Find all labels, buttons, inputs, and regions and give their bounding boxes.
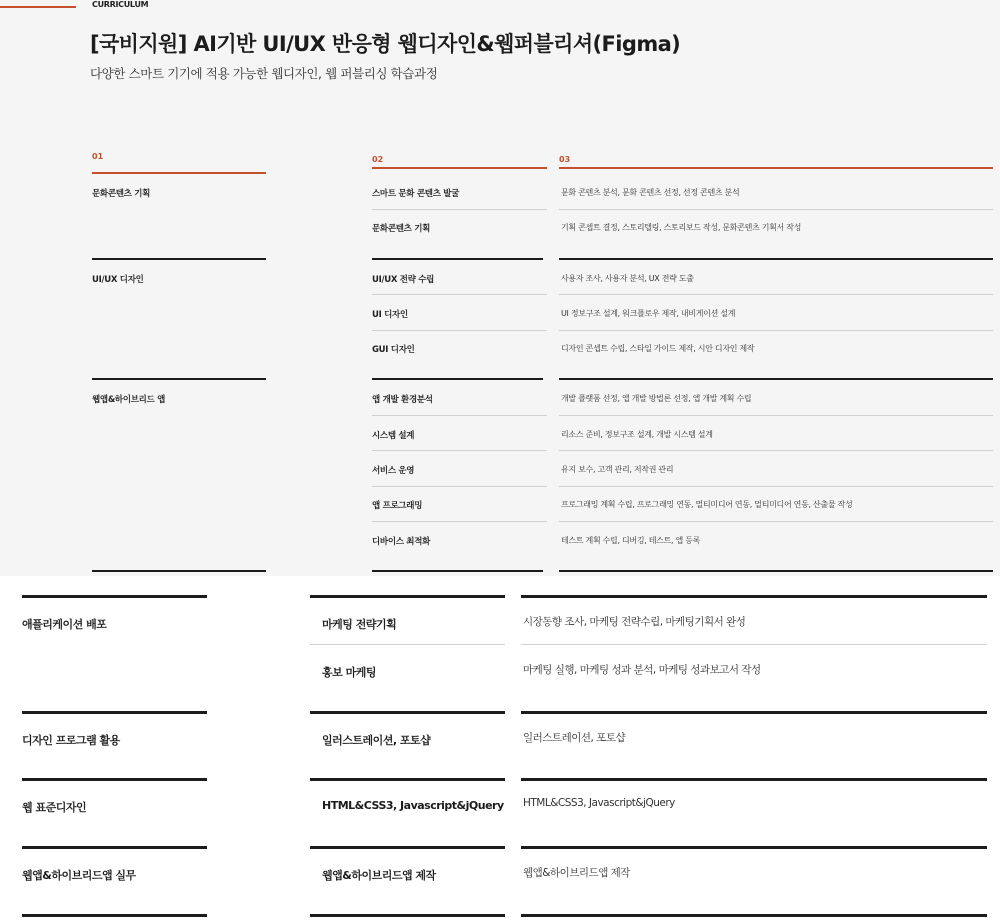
- group-divider: [372, 378, 543, 380]
- group-divider: [521, 595, 987, 598]
- subject-label: 마케팅 전략기획: [322, 618, 397, 631]
- description-text: 시장동향 조사, 마케팅 전략수립, 마케팅기획서 완성: [523, 616, 746, 628]
- column-01-accent-line: [92, 172, 266, 174]
- group-divider: [559, 258, 993, 260]
- row-divider: [559, 521, 993, 522]
- group-divider: [310, 595, 505, 598]
- subject-label: 홍보 마케팅: [322, 666, 376, 679]
- column-02-accent-line: [372, 167, 547, 169]
- subject-label: GUI 디자인: [372, 345, 415, 355]
- group-divider: [92, 258, 266, 260]
- group-divider: [521, 711, 987, 714]
- category-label: 애플리케이션 배포: [22, 618, 107, 631]
- description-text: 개발 플랫폼 선정, 앱 개발 방법론 선정, 앱 개발 계획 수립: [561, 394, 752, 403]
- row-divider: [310, 644, 505, 645]
- group-divider: [92, 570, 266, 572]
- row-divider: [372, 415, 547, 416]
- group-divider: [310, 711, 505, 714]
- category-label: 웹 표준디자인: [22, 801, 87, 814]
- category-label: 웹앱&하이브리드 앱: [92, 395, 166, 405]
- subject-label: UI/UX 전략 수립: [372, 275, 435, 285]
- group-divider: [22, 914, 207, 917]
- eyebrow-accent-line: [0, 6, 76, 8]
- subject-label: 서비스 운영: [372, 466, 415, 476]
- curriculum-bottom-section: [0, 576, 1000, 924]
- subject-label: 앱 개발 환경분석: [372, 395, 433, 405]
- description-text: 기획 콘셉트 결정, 스토리텔링, 스토리보드 작성, 문화콘텐츠 기획서 작성: [561, 223, 802, 232]
- group-divider: [22, 595, 207, 598]
- row-divider: [521, 644, 987, 645]
- column-number-03: 03: [559, 155, 571, 164]
- subject-label: UI 디자인: [372, 310, 408, 320]
- group-divider: [310, 778, 505, 781]
- description-text: 일러스트레이션, 포토샵: [523, 732, 626, 744]
- group-divider: [521, 914, 987, 917]
- row-divider: [559, 330, 993, 331]
- column-number-01: 01: [92, 152, 104, 161]
- description-text: 유지 보수, 고객 관리, 저작권 관리: [561, 465, 674, 474]
- subject-label: 웹앱&하이브리드앱 제작: [322, 869, 436, 882]
- group-divider: [310, 914, 505, 917]
- group-divider: [521, 846, 987, 849]
- column-03-accent-line: [559, 167, 993, 169]
- description-text: 리소스 준비, 정보구조 설계, 개발 시스템 설계: [561, 430, 713, 439]
- description-text: 문화 콘텐츠 분석, 문화 콘텐츠 선정, 선정 콘텐츠 분석: [561, 188, 740, 197]
- subject-label: 문화콘텐츠 기획: [372, 224, 431, 234]
- group-divider: [521, 778, 987, 781]
- row-divider: [559, 486, 993, 487]
- category-label: 디자인 프로그램 활용: [22, 734, 120, 747]
- page-subtitle: 다양한 스마트 기기에 적용 가능한 웹디자인, 웹 퍼블리싱 학습과정: [90, 66, 438, 81]
- row-divider: [372, 450, 547, 451]
- row-divider: [372, 294, 547, 295]
- row-divider: [372, 209, 547, 210]
- category-label: 문화콘텐츠 기획: [92, 189, 151, 199]
- group-divider: [372, 570, 543, 572]
- group-divider: [22, 778, 207, 781]
- description-text: 사용자 조사, 사용자 분석, UX 전략 도출: [561, 274, 694, 283]
- description-text: 디자인 콘셉트 수립, 스타일 가이드 제작, 시안 디자인 제작: [561, 344, 755, 353]
- description-text: 프로그래밍 계획 수립, 프로그래밍 연동, 멀티미디어 연동, 멀티미디어 연동, 산출물 작성: [561, 500, 853, 509]
- description-text: 마케팅 실행, 마케팅 성과 분석, 마케팅 성과보고서 작성: [523, 664, 761, 676]
- row-divider: [372, 486, 547, 487]
- group-divider: [372, 258, 543, 260]
- subject-label: HTML&CSS3, Javascript&jQuery: [322, 799, 504, 812]
- subject-label: 시스템 설계: [372, 431, 415, 441]
- group-divider: [310, 846, 505, 849]
- category-label: 웹앱&하이브리드앱 실무: [22, 869, 136, 882]
- group-divider: [559, 378, 993, 380]
- description-text: 웹앱&하이브리드앱 제작: [523, 867, 630, 879]
- group-divider: [22, 711, 207, 714]
- category-label: UI/UX 디자인: [92, 275, 144, 285]
- subject-label: 앱 프로그래밍: [372, 501, 423, 511]
- row-divider: [559, 209, 993, 210]
- subject-label: 디바이스 최적화: [372, 537, 431, 547]
- row-divider: [372, 330, 547, 331]
- column-number-02: 02: [372, 155, 384, 164]
- section-eyebrow: CURRICULUM: [92, 0, 149, 9]
- row-divider: [372, 521, 547, 522]
- group-divider: [92, 378, 266, 380]
- row-divider: [559, 415, 993, 416]
- page-title: [국비지원] AI기반 UI/UX 반응형 웹디자인&웹퍼블리셔(Figma): [90, 32, 681, 56]
- subject-label: 스마트 문화 콘텐츠 발굴: [372, 189, 460, 199]
- description-text: 테스트 계획 수립, 디버깅, 테스트, 앱 등록: [561, 536, 701, 545]
- row-divider: [559, 450, 993, 451]
- subject-label: 일러스트레이션, 포토샵: [322, 734, 431, 747]
- row-divider: [559, 294, 993, 295]
- description-text: UI 정보구조 설계, 워크플로우 제작, 내비게이션 설계: [561, 309, 736, 318]
- description-text: HTML&CSS3, Javascript&jQuery: [523, 797, 675, 809]
- group-divider: [22, 846, 207, 849]
- group-divider: [559, 570, 993, 572]
